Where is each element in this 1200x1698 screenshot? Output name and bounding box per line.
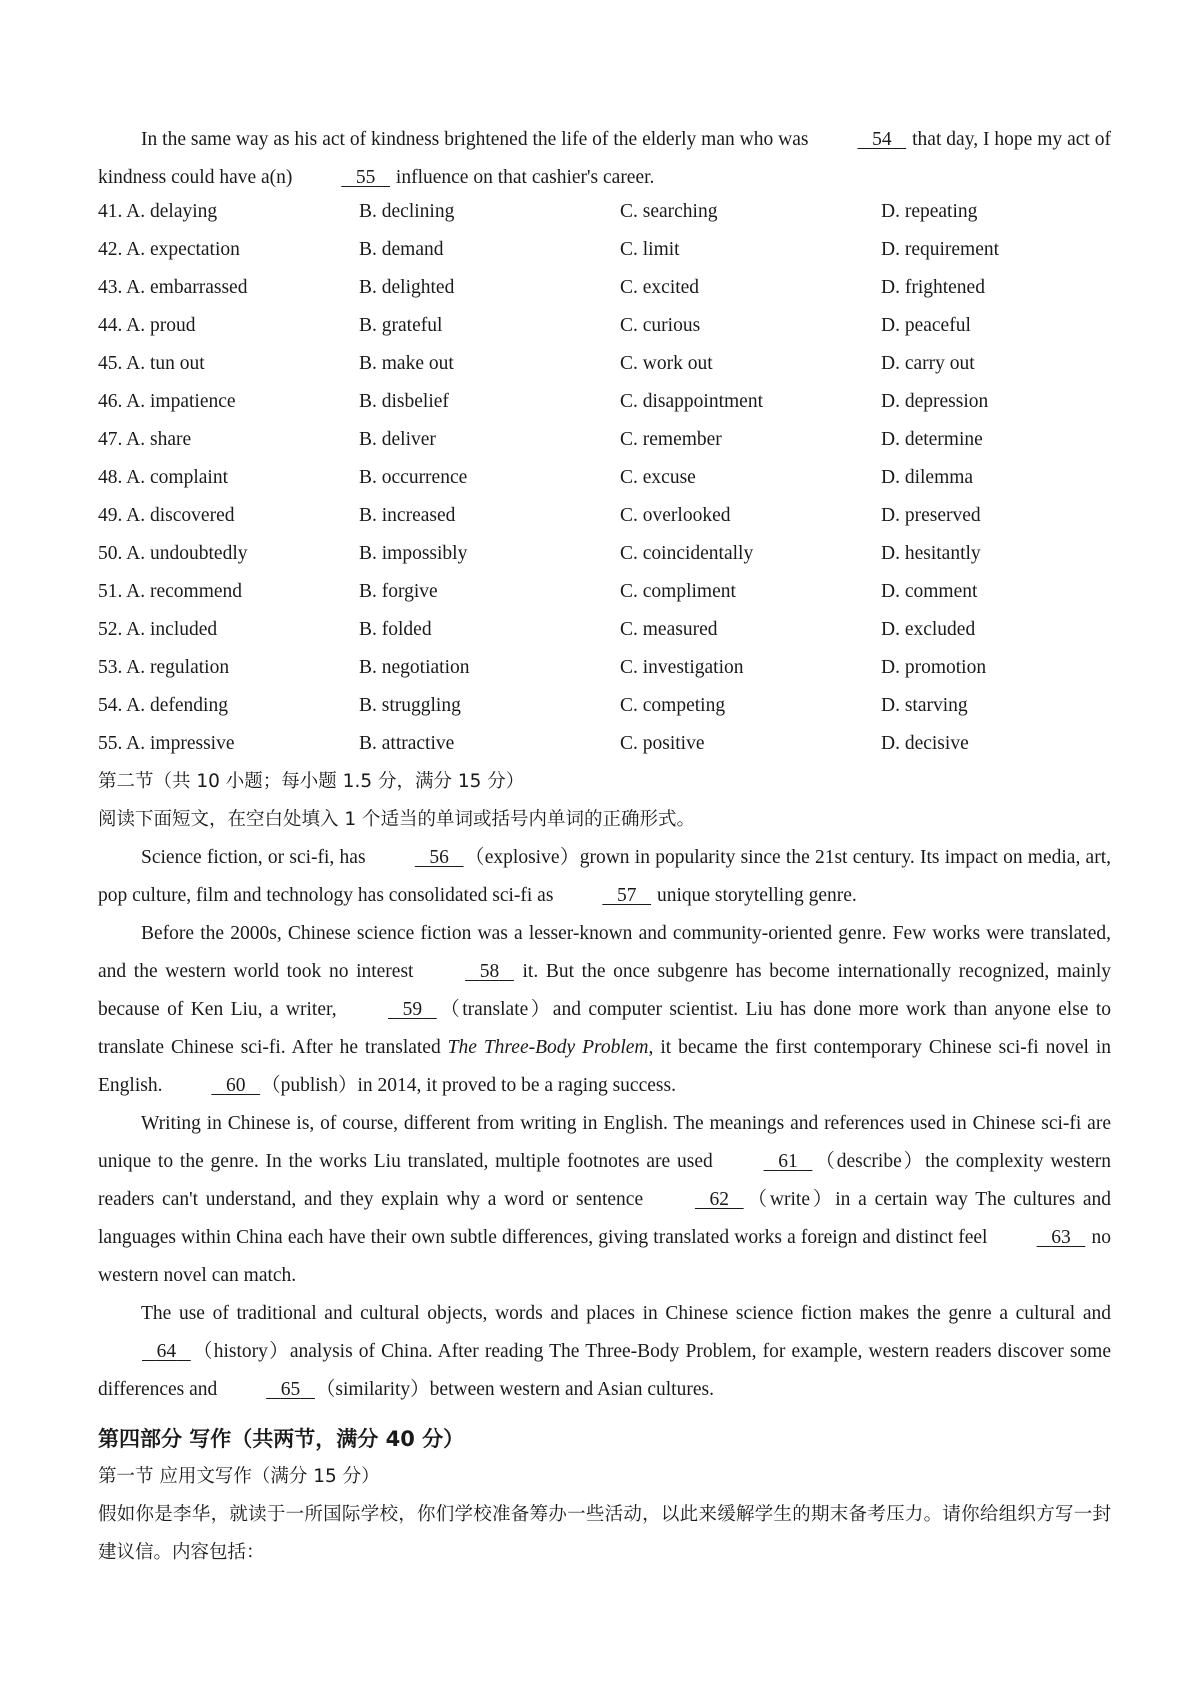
option-a[interactable]: 51. A. recommend — [98, 581, 243, 602]
option-d[interactable]: D. determine — [881, 429, 983, 450]
option-a[interactable]: 48. A. complaint — [98, 467, 228, 488]
choice-row-48 — [98, 459, 1111, 497]
section2-instruction: 阅读下面短文，在空白处填入 1 个适当的单词或括号内单词的正确形式。 — [98, 809, 696, 830]
option-a[interactable]: 41. A. delaying — [98, 201, 218, 222]
option-d[interactable]: D. carry out — [881, 353, 975, 374]
option-c[interactable]: C. competing — [620, 695, 726, 716]
option-d[interactable]: D. decisive — [881, 733, 969, 754]
option-c[interactable]: C. overlooked — [620, 505, 731, 526]
option-c[interactable]: C. curious — [620, 315, 701, 336]
option-b[interactable]: B. declining — [359, 201, 455, 222]
passage-paragraph-3: Writing in Chinese is, of course, different from writing in English. The meanings and references used in Chinese sci-fi are unique to the genre. In the works Liu translated, multiple footnotes are used 61 （describe）the complexity western readers can't understand, and they explain why a word or sentence 62 （write）in a certain way The cultures and languages within China each have their own subtle differences, giving translated works a foreign and distinct feel 63 no western novel can match. — [98, 1113, 1112, 1286]
option-b[interactable]: B. make out — [359, 353, 454, 374]
option-b[interactable]: B. impossibly — [359, 543, 468, 564]
option-d[interactable]: D. repeating — [881, 201, 978, 222]
option-c[interactable]: C. remember — [620, 429, 722, 450]
choice-row-47 — [98, 421, 1111, 459]
option-a[interactable]: 46. A. impatience — [98, 391, 236, 412]
choice-row-41 — [98, 193, 1111, 231]
blank-60[interactable]: 60 — [225, 1075, 246, 1096]
option-c[interactable]: C. disappointment — [620, 391, 763, 412]
choice-row-51 — [98, 573, 1111, 611]
book-title: The Three-Body Problem — [447, 1037, 649, 1058]
option-b[interactable]: B. folded — [359, 619, 432, 640]
option-a[interactable]: 42. A. expectation — [98, 239, 240, 260]
option-d[interactable]: D. comment — [881, 581, 978, 602]
choice-row-42 — [98, 231, 1111, 269]
choice-row-44 — [98, 307, 1111, 345]
passage-paragraph-1: Science fiction, or sci-fi, has 56 （explosive）grown in popularity since the 21st century. Its impact on media, art, pop culture, film and technology has consolidated sci-fi as 57 unique storytelling genre. — [98, 839, 1111, 915]
choice-row-53 — [98, 649, 1111, 687]
option-d[interactable]: D. starving — [881, 695, 968, 716]
writing-prompt: 假如你是李华，就读于一所国际学校，你们学校准备筹办一些活动，以此来缓解学生的期末备考压力。请你给组织方写一封建议信。内容包括： — [98, 1504, 1111, 1563]
blank-59[interactable]: 59 — [402, 999, 423, 1020]
section2-header: 第二节（共 10 小题；每小题 1.5 分，满分 15 分） — [98, 771, 525, 792]
choice-row-50 — [98, 535, 1111, 573]
option-c[interactable]: C. searching — [620, 201, 718, 222]
option-c[interactable]: C. excuse — [620, 467, 696, 488]
option-a[interactable]: 54. A. defending — [98, 695, 228, 716]
option-c[interactable]: C. compliment — [620, 581, 736, 602]
option-c[interactable]: C. investigation — [620, 657, 744, 678]
option-b[interactable]: B. forgive — [359, 581, 438, 602]
option-a[interactable]: 47. A. share — [98, 429, 192, 450]
option-b[interactable]: B. disbelief — [359, 391, 449, 412]
option-b[interactable]: B. increased — [359, 505, 456, 526]
option-a[interactable]: 43. A. embarrassed — [98, 277, 248, 298]
blank-55[interactable]: 55 — [355, 167, 376, 188]
option-a[interactable]: 55. A. impressive — [98, 733, 235, 754]
option-b[interactable]: B. deliver — [359, 429, 436, 450]
option-c[interactable]: C. work out — [620, 353, 713, 374]
option-b[interactable]: B. struggling — [359, 695, 461, 716]
part4-header: 第四部分 写作（共两节，满分 40 分） — [98, 1427, 465, 1451]
blank-64[interactable]: 64 — [156, 1341, 177, 1362]
option-c[interactable]: C. coincidentally — [620, 543, 754, 564]
blank-57[interactable]: 57 — [616, 885, 637, 906]
blank-63[interactable]: 63 — [1051, 1227, 1071, 1248]
option-d[interactable]: D. preserved — [881, 505, 981, 526]
choice-row-55 — [98, 725, 1111, 763]
option-c[interactable]: C. excited — [620, 277, 700, 298]
blank-62[interactable]: 62 — [709, 1189, 730, 1210]
option-a[interactable]: 52. A. included — [98, 619, 218, 640]
choice-row-54 — [98, 687, 1111, 725]
option-b[interactable]: B. negotiation — [359, 657, 470, 678]
option-a[interactable]: 44. A. proud — [98, 315, 196, 336]
choice-row-49 — [98, 497, 1111, 535]
option-a[interactable]: 50. A. undoubtedly — [98, 543, 248, 564]
choice-row-45 — [98, 345, 1111, 383]
option-d[interactable]: D. frightened — [881, 277, 985, 298]
option-b[interactable]: B. attractive — [359, 733, 455, 754]
option-a[interactable]: 45. A. tun out — [98, 353, 205, 374]
choice-row-43 — [98, 269, 1111, 307]
option-c[interactable]: C. positive — [620, 733, 705, 754]
intro-paragraph: In the same way as his act of kindness brightened the life of the elderly man who was 54 that day, I hope my act of kindness could have a(n) 55 influence on that cashier's career. — [98, 121, 1111, 197]
choices-grid — [98, 193, 1111, 763]
choice-row-52 — [98, 611, 1111, 649]
passage-paragraph-2: Before the 2000s, Chinese science fiction was a lesser-known and community-oriented genre. Few works were translated, and the western world took no interest 58 it. But the once subgenre has become internationally recognized, mainly because of Ken Liu, a writer, 59 （translate）and computer scientist. Liu has done more work than anyone else to translate Chinese sci-fi. After he translated The Three-Body Problem, it became the first contemporary Chinese sci-fi novel in English. 60 （publish）in 2014, it proved to be a raging success. — [98, 915, 1111, 1105]
option-b[interactable]: B. delighted — [359, 277, 455, 298]
option-d[interactable]: D. requirement — [881, 239, 1000, 260]
option-d[interactable]: D. peaceful — [881, 315, 971, 336]
choice-row-46 — [98, 383, 1111, 421]
option-d[interactable]: D. excluded — [881, 619, 976, 640]
option-c[interactable]: C. measured — [620, 619, 718, 640]
option-a[interactable]: 49. A. discovered — [98, 505, 235, 526]
option-a[interactable]: 53. A. regulation — [98, 657, 230, 678]
blank-65[interactable]: 65 — [280, 1379, 301, 1400]
blank-61[interactable]: 61 — [778, 1151, 798, 1172]
option-d[interactable]: D. depression — [881, 391, 989, 412]
option-c[interactable]: C. limit — [620, 239, 680, 260]
blank-56[interactable]: 56 — [429, 847, 449, 868]
blank-58[interactable]: 58 — [479, 961, 500, 982]
option-d[interactable]: D. hesitantly — [881, 543, 981, 564]
option-b[interactable]: B. grateful — [359, 315, 443, 336]
part4-section1-title: 第一节 应用文写作（满分 15 分） — [98, 1466, 380, 1487]
blank-54[interactable]: 54 — [872, 129, 892, 150]
option-b[interactable]: B. demand — [359, 239, 444, 260]
option-d[interactable]: D. dilemma — [881, 467, 974, 488]
reading-passage — [98, 839, 1111, 1409]
option-b[interactable]: B. occurrence — [359, 467, 468, 488]
option-d[interactable]: D. promotion — [881, 657, 987, 678]
passage-paragraph-4: The use of traditional and cultural objects, words and places in Chinese science fiction makes the genre a cultural and 64 （history）analysis of China. After reading The Three-Body Problem, for example, western readers discover some differences and 65 （similarity）between western and Asian cultures. — [98, 1295, 1111, 1409]
